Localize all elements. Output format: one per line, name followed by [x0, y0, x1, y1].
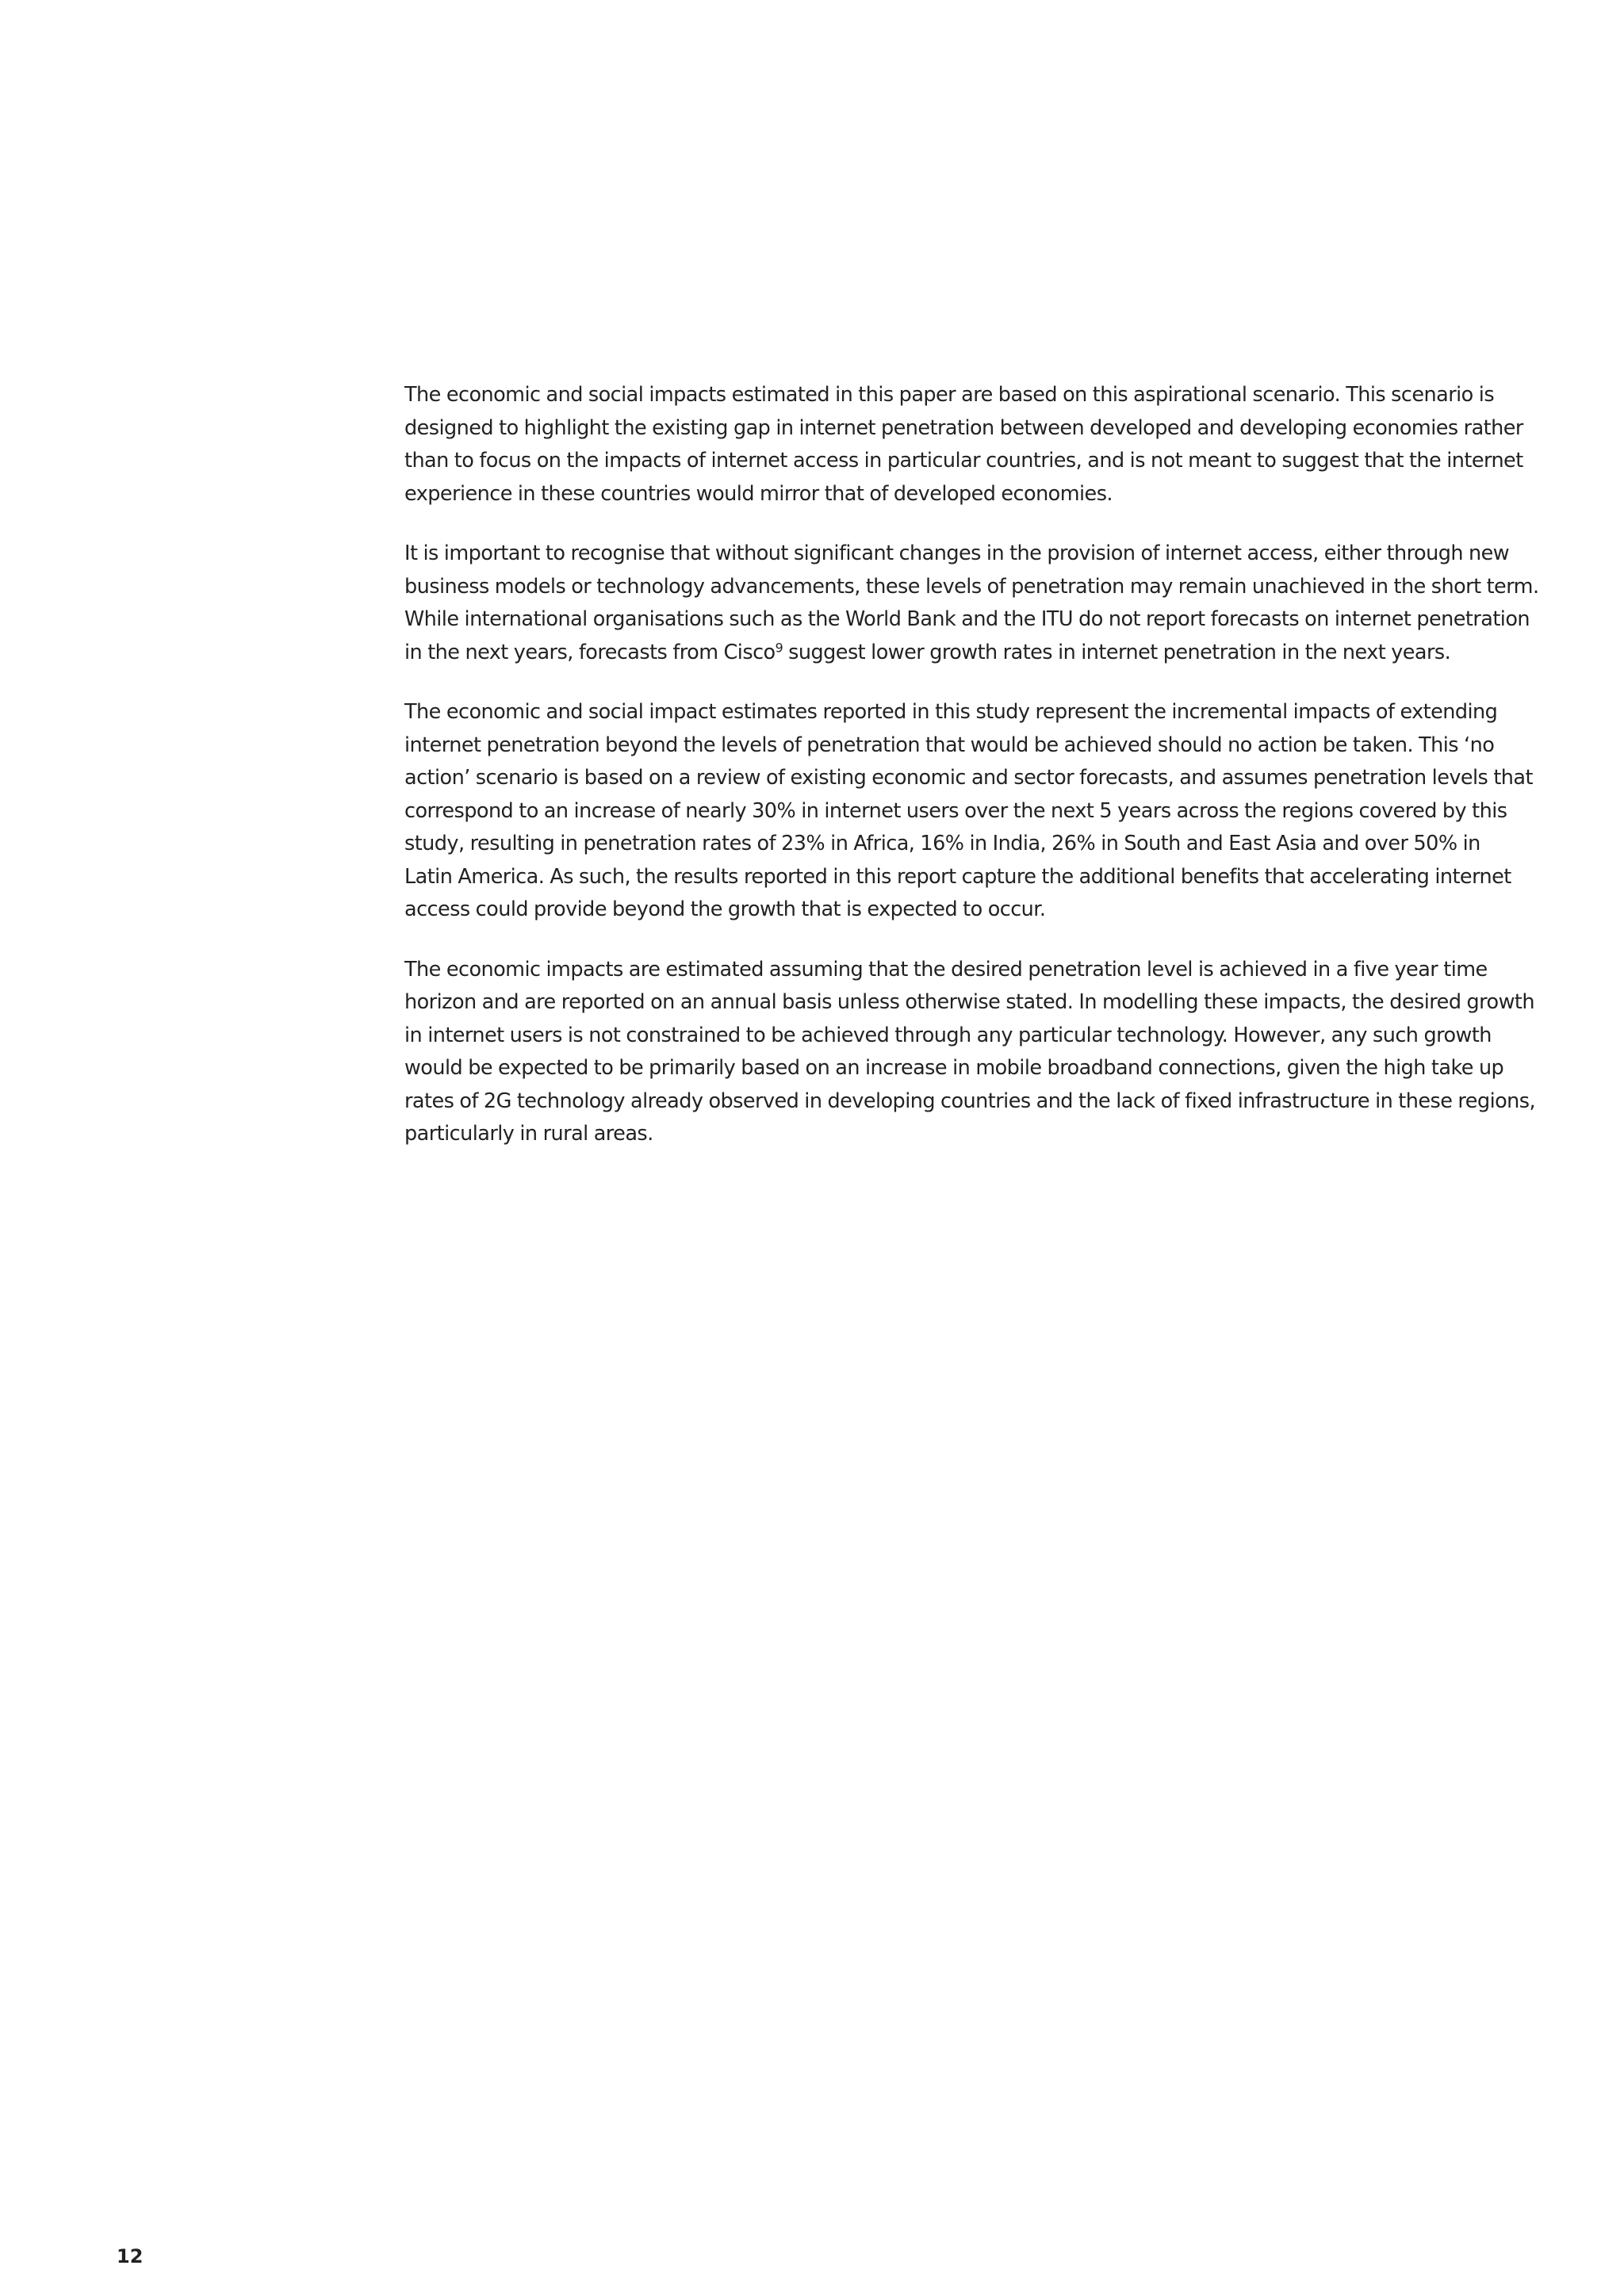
text-line: experience in these countries would mirror that of developed economies. — [404, 481, 1113, 506]
paragraph-economic-impacts — [404, 954, 1536, 1151]
text-line: While international organisations such as the World Bank and the ITU do not report forecasts on internet penetration — [404, 607, 1530, 631]
text-line: Latin America. As such, the results reported in this report capture the additional benefits that accelerating internet — [404, 864, 1511, 889]
text-line: designed to highlight the existing gap in internet penetration between developed and developing economies rather — [404, 415, 1523, 440]
text-line: It is important to recognise that without significant changes in the provision of internet access, either through new — [404, 541, 1510, 565]
text-line: in internet users is not constrained to be achieved through any particular technology. However, any such growth — [404, 1023, 1492, 1047]
paragraph-aspirational-scenario — [404, 379, 1530, 511]
body-text — [404, 379, 1539, 1178]
paragraph-no-action-scenario — [404, 696, 1533, 927]
text-line: study, resulting in penetration rates of 23% in Africa, 16% in India, 26% in South and East Asia and over 50% in — [404, 832, 1480, 855]
text-line: The economic and social impact estimates reported in this study represent the incremental impacts of extending — [404, 700, 1498, 724]
text-line: The economic impacts are estimated assuming that the desired penetration level is achieved in a five year time — [404, 957, 1488, 982]
page-number: 12 — [117, 2245, 144, 2267]
footnote-marker: 9 — [775, 639, 783, 655]
text-line: would be expected to be primarily based on an increase in mobile broadband connections, given the high take up — [404, 1056, 1504, 1080]
text-line: correspond to an increase of nearly 30% in internet users over the next 5 years across the regions covered by this — [404, 798, 1507, 823]
text-line: The economic and social impacts estimated in this paper are based on this aspirational scenario. This scenario is — [404, 383, 1495, 407]
text-segment: suggest lower growth rates in internet penetration in the next years. — [783, 640, 1451, 664]
text-line: internet penetration beyond the levels of penetration that would be achieved should no action be taken. This ‘no — [404, 733, 1495, 757]
text-line: business models or technology advancements, these levels of penetration may remain unachieved in the short term. — [404, 574, 1539, 599]
text-segment: in the next years, forecasts from Cisco — [404, 640, 776, 664]
text-line: rates of 2G technology already observed in developing countries and the lack of fixed infrastructure in these regions, — [404, 1089, 1536, 1113]
text-line: access could provide beyond the growth that is expected to occur. — [404, 897, 1046, 921]
text-line: than to focus on the impacts of internet access in particular countries, and is not meant to suggest that the internet — [404, 449, 1523, 473]
text-line: particularly in rural areas. — [404, 1122, 653, 1146]
text-line: horizon and are reported on an annual basis unless otherwise stated. In modelling these impacts, the desired growth — [404, 990, 1534, 1014]
text-line: action’ scenario is based on a review of existing economic and sector forecasts, and assumes penetration levels that — [404, 766, 1533, 790]
paragraph-provision-of-access — [404, 538, 1539, 669]
text-line-with-footnote — [404, 637, 1530, 670]
